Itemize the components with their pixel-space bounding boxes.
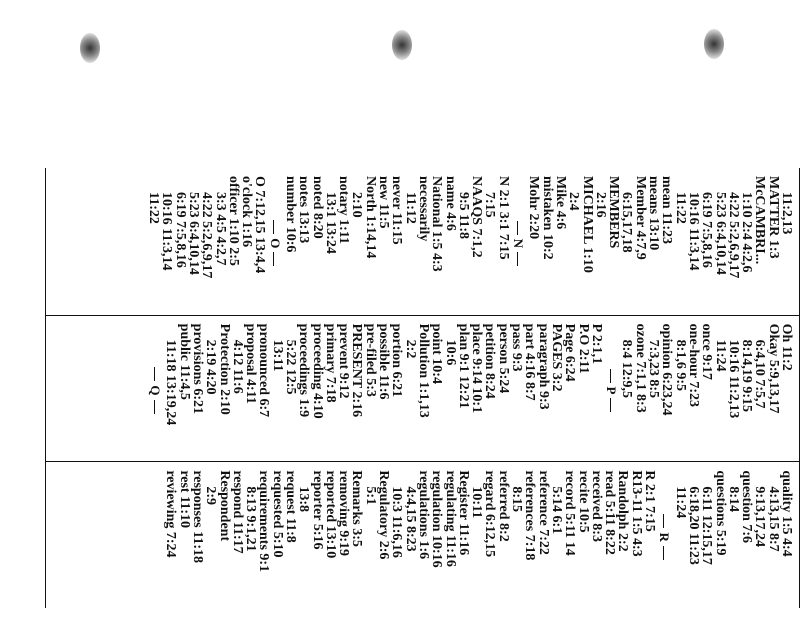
index-entry: notes 13:13: [296, 176, 312, 244]
index-entry: North 1:14,14: [362, 176, 378, 259]
index-entry: O 7:12,15 13:4,4: [252, 176, 268, 274]
index-continuation: 2:9: [203, 486, 219, 505]
index-column-middle: [46, 315, 799, 462]
index-entry: mean 11:23: [659, 176, 675, 245]
index-continuation: 1:10 2:4 4:2,6: [739, 192, 755, 273]
index-continuation: 6:15,17,18: [619, 192, 635, 253]
index-continuation: 4:22 5:2,6,9,17: [199, 192, 215, 279]
index-entry: necessarily: [415, 176, 431, 242]
index-continuation: 11:24: [712, 339, 728, 372]
index-entry: respond 11:17: [229, 470, 245, 554]
index-entry: public 11:4,5: [176, 323, 192, 400]
index-continuation: 4:12 11:6: [229, 339, 245, 394]
section-letter: P: [605, 324, 618, 458]
index-entry: reported 13:10: [322, 470, 338, 559]
index-entry: part 4:16 8:7: [522, 323, 538, 401]
index-continuation: 9:13,17,24: [752, 486, 768, 547]
index-entry: once 9:17: [699, 323, 715, 381]
index-entry: petition 8:24: [482, 323, 498, 399]
index-entry: place 9:14 10:1: [469, 323, 485, 414]
index-entry: pronounced 6:7: [256, 323, 272, 418]
index-entry: proposal 4:11: [243, 323, 259, 404]
index-entry: portion 6:21: [389, 323, 405, 398]
index-continuation: 10:16 11:3,14: [685, 192, 701, 271]
index-entry: pass 9:3: [509, 323, 525, 372]
index-entry: question 7:6: [739, 470, 755, 544]
index-entry: noted 8:20: [309, 176, 325, 239]
index-entry: Respondent: [216, 470, 232, 542]
index-continuation: 4:22 5:2,6,9,17: [725, 192, 741, 279]
index-continuation: 10:11: [469, 486, 485, 519]
index-entry: provisions 6:21: [189, 323, 205, 415]
index-entry: N 2:1 3:1 7:15: [495, 176, 511, 260]
index-entry: Register 11:16: [455, 470, 471, 556]
index-entry: name 4:6: [442, 176, 458, 231]
index-entry: received 8:3: [588, 470, 604, 542]
index-entry: PAGES 3:2: [548, 323, 564, 392]
index-entry: MATTER 1:3: [765, 176, 781, 259]
section-letter: N: [512, 176, 525, 311]
index-entry: mistaken 10:2: [539, 176, 555, 260]
index-entry: quality 1:5 4:4: [779, 470, 794, 557]
index-entry: primary 7:18: [322, 323, 338, 403]
index-continuation: 13:11: [269, 339, 285, 372]
index-continuation: 11:2,13: [779, 192, 794, 235]
index-entry: proceeding 4:10: [309, 323, 325, 419]
index-entry: reporter 5:16: [309, 470, 325, 550]
index-entry: regulation 10:16: [429, 470, 445, 568]
index-column-left: [46, 168, 799, 315]
index-continuation: 2:19 4:20: [203, 339, 219, 395]
index-continuation: 2:16: [592, 192, 608, 218]
index-entry: responses 11:18: [189, 470, 205, 564]
index-entry: one-hour 7:23: [685, 323, 701, 408]
index-entry: plan 9:1 12:21: [455, 323, 471, 409]
index-continuation: 2:2: [402, 339, 418, 359]
index-continuation: 11:18 13:19,24: [163, 339, 179, 426]
index-entry: questions 5:19: [712, 470, 728, 556]
index-entry: P 2:1,1: [588, 323, 604, 365]
index-entry: referred 8:2: [495, 470, 511, 542]
index-continuation: 8:4 12:9,5: [619, 339, 635, 398]
index-entry: notary 1:11: [336, 176, 352, 245]
index-entry: opinion 6:23,24: [659, 323, 675, 416]
index-entry: means 13:10: [646, 176, 662, 251]
index-entry: Remarks 3:5: [349, 470, 365, 547]
index-continuation: 5:23 6:4,10,14: [185, 192, 201, 275]
index-continuation: 10:3 11:6,16: [389, 486, 405, 558]
index-entry: Regulatory 2:6: [376, 470, 392, 560]
index-continuation: 8:14: [725, 486, 741, 512]
index-entry: rest 11:10: [176, 470, 192, 528]
index-entry: reviewing 7:24: [163, 470, 179, 558]
index-continuation: 6:4,10 7:5,7: [752, 339, 768, 409]
index-entry: point 10:4: [429, 323, 445, 384]
index-entry: R 2:1 7:15: [642, 470, 658, 532]
binder-hole: [704, 29, 724, 59]
index-entry: request 11:8: [283, 470, 299, 543]
index-entry: references 7:18: [522, 470, 538, 561]
index-entry: possible 11:6: [376, 323, 392, 400]
index-continuation: 6:19 7:5,8,16: [172, 192, 188, 268]
index-page: [45, 168, 800, 608]
index-entry: read 5:11 8:22: [602, 470, 618, 555]
index-entry: requirements 9:1: [256, 470, 272, 573]
index-entry: National 1:5 4:3: [429, 176, 445, 272]
index-continuation: 10:6: [442, 339, 458, 366]
index-continuation: 7:3,23 8:5: [646, 339, 662, 398]
index-entry: reference 7:22: [535, 470, 551, 555]
index-entry: NAAQS 7:1,2: [469, 176, 485, 258]
index-entry: Page 6:24: [562, 323, 578, 382]
binder-hole: [392, 30, 412, 60]
index-entry: number 10:6: [283, 176, 299, 253]
index-continuation: 11:22: [146, 192, 162, 224]
index-entry: R13-11 1:5 4:3: [628, 470, 644, 557]
index-entry: Mike 4:6: [552, 176, 568, 230]
index-continuation: 2:4: [566, 192, 582, 211]
index-continuation: 13:8: [296, 486, 312, 512]
index-continuation: 5:22 12:5: [283, 339, 299, 395]
index-continuation: 2:10: [349, 192, 365, 218]
section-letter: Q: [149, 324, 162, 458]
index-continuation: 4:4,15 8:23: [402, 486, 418, 552]
index-continuation: 4:13,15 8:7: [765, 486, 781, 552]
index-entry: McCAMBRI...: [752, 176, 768, 265]
index-entry: regulations 1:6: [415, 470, 431, 560]
section-letter: O: [268, 176, 281, 311]
index-entry: Okay 5:9,13,17: [765, 323, 781, 414]
index-continuation: 13:1 13:24: [322, 192, 338, 254]
index-continuation: 5:23 6:4,10,14: [712, 192, 728, 275]
index-continuation: 8:14,19 9:15: [739, 339, 755, 412]
index-entry: record 5:11 14: [562, 470, 578, 556]
index-entry: paragraph 9:3: [535, 323, 551, 410]
index-entry: requested 5:10: [269, 470, 285, 558]
index-continuation: 9:5 11:8: [455, 192, 471, 240]
index-entry: prevent 9:12: [336, 323, 352, 399]
index-entry: new 11:5: [376, 176, 392, 229]
section-letter: R: [658, 470, 671, 604]
index-entry: Protection 2:10: [216, 323, 232, 415]
index-continuation: 11:24: [672, 486, 688, 519]
index-continuation: 6:19 7:5,8,16: [699, 192, 715, 268]
index-continuation: 6:11 12:15,17: [699, 486, 715, 565]
binder-hole: [80, 33, 100, 63]
index-continuation: 10:16 11:3,14: [159, 192, 175, 271]
index-entry: MEMBERS: [606, 176, 622, 249]
index-entry: Randolph 2:2: [615, 470, 631, 552]
index-entry: Pollution 1:1,13: [415, 323, 431, 418]
index-entry: officer 1:10 2:5: [225, 176, 241, 266]
index-entry: never 11:15: [389, 176, 405, 245]
index-entry: pre-filed 5:3: [362, 323, 378, 397]
index-entry: regard 6:12,15: [482, 470, 498, 558]
index-entry: PRESENT 2:16: [349, 323, 365, 418]
index-continuation: 10:16 11:2,13: [725, 339, 741, 419]
index-entry: regulating 11:16: [442, 470, 458, 567]
index-entry: ozone 7:1,1 8:3: [632, 323, 648, 413]
index-entry: Mohr 2:20: [526, 176, 542, 240]
index-column-right: [46, 461, 799, 608]
index-entry: recite 10:5: [575, 470, 591, 533]
index-continuation: 8:15: [509, 486, 525, 512]
index-continuation: 11:12: [402, 192, 418, 224]
index-entry: person 5:24: [495, 323, 511, 394]
index-continuation: 5:14 6:1: [548, 486, 564, 535]
index-continuation: 8:13 9:1,21: [243, 486, 259, 552]
index-entry: MICHAEL 1:10: [579, 176, 595, 273]
index-entry: o'clock 1:16: [239, 176, 255, 248]
index-entry: Member 4:7,9: [632, 176, 648, 260]
index-continuation: 3:3 4:5 4:2,7: [212, 192, 228, 266]
index-entry: proceedings 1:9: [296, 323, 312, 418]
index-entry: Oh 11:2: [779, 323, 794, 371]
index-entry: P.O 2:11: [575, 323, 591, 374]
index-continuation: 6:18,20 11:23: [685, 486, 701, 565]
index-continuation: 11:22: [672, 192, 688, 224]
index-continuation: 7:15: [482, 192, 498, 218]
index-entry: removing 9:19: [336, 470, 352, 556]
index-continuation: 5:1: [362, 486, 378, 505]
index-continuation: 8:1,6 9:5: [672, 339, 688, 391]
